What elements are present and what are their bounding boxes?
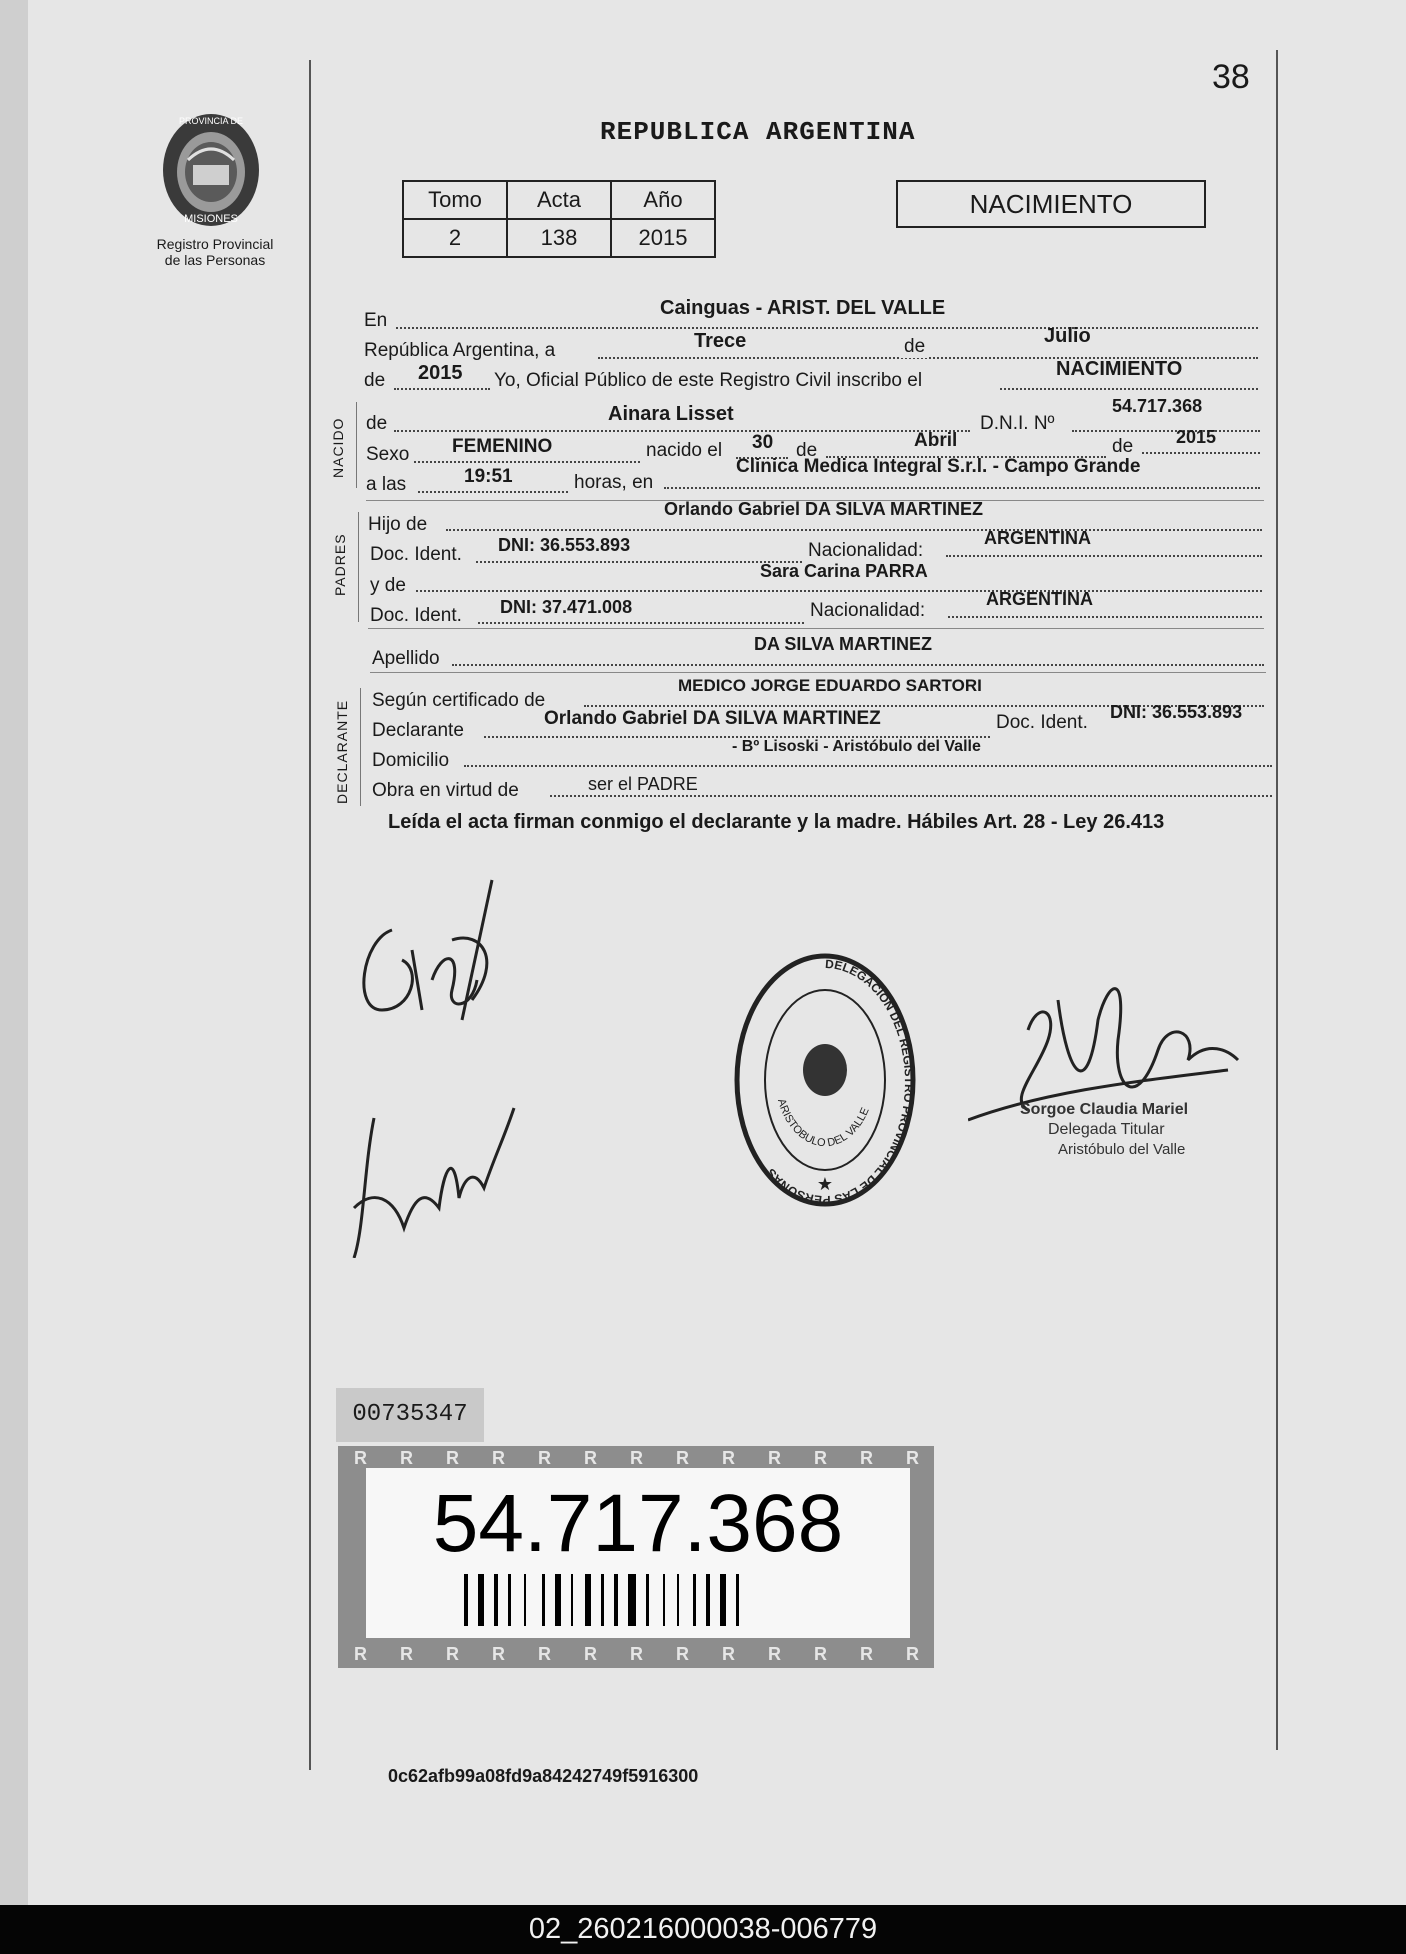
mother-doc-value: DNI: 37.471.008	[500, 597, 633, 617]
domicilio-label: Domicilio	[372, 750, 450, 771]
barcode-bar	[585, 1574, 591, 1626]
official-role: Delegada Titular	[1048, 1121, 1165, 1138]
mother-nationality-label: Nacionalidad:	[810, 600, 926, 621]
declarante-value: Orlando Gabriel DA SILVA MARTINEZ	[544, 708, 881, 729]
father-nationality-label: Nacionalidad:	[808, 540, 924, 561]
dni-label: D.N.I. Nº	[980, 413, 1055, 434]
birth-month-value: Abril	[914, 430, 958, 451]
record-table-header-ano: Año	[611, 181, 715, 219]
record-type-box: NACIMIENTO	[896, 180, 1206, 228]
sticker-pattern-letter: R	[354, 1448, 367, 1468]
registrar-text: Yo, Oficial Público de este Registro Civil inscribo el	[494, 370, 923, 391]
barcode-bar	[555, 1574, 561, 1626]
father-name-value: Orlando Gabriel DA SILVA MARTINEZ	[664, 499, 984, 519]
father-doc-label: Doc. Ident.	[370, 544, 462, 565]
crest-bottom-text: MISIONES	[184, 213, 238, 225]
declarante-doc-value: DNI: 36.553.893	[1110, 702, 1243, 722]
padres-section-label: PADRES	[332, 533, 348, 596]
nacido-el-label: nacido el	[646, 440, 723, 461]
birth-de-label-1: de	[796, 440, 818, 461]
registered-event-value: NACIMIENTO	[1056, 358, 1183, 380]
serial-number: 00735347	[336, 1388, 484, 1442]
page-number: 38	[1212, 58, 1250, 96]
barcode-bar	[663, 1574, 665, 1626]
barcode-bar	[614, 1574, 618, 1626]
father-nationality-dots	[946, 555, 1262, 557]
document-hash: 0c62afb99a08fd9a84242749f5916300	[388, 1766, 699, 1786]
year-value: 2015	[418, 362, 463, 384]
sticker-pattern-letter: R	[354, 1644, 367, 1664]
sticker-pattern-letter: R	[814, 1644, 827, 1664]
declarante-doc-label: Doc. Ident.	[996, 712, 1088, 733]
barcode-bar	[601, 1574, 604, 1626]
birth-place-value: Clinica Medica Integral S.r.l. - Campo Grande	[736, 456, 1141, 477]
dni-dots	[1072, 430, 1260, 432]
sexo-dots	[414, 461, 640, 463]
sexo-label: Sexo	[366, 444, 410, 465]
sticker-pattern-letter: R	[492, 1448, 505, 1468]
apellido-label: Apellido	[372, 648, 440, 669]
nacido-de-label: de	[366, 413, 388, 434]
official-office: Aristóbulo del Valle	[1058, 1141, 1186, 1158]
record-table-value-row	[403, 219, 715, 257]
nacido-sidebar-line	[356, 402, 357, 488]
mother-doc-dots	[478, 622, 804, 624]
birth-de-label-2: de	[1112, 436, 1134, 457]
barcode-bar	[542, 1574, 545, 1626]
year-de-label: de	[364, 370, 386, 391]
provincia-misiones-crest-icon	[158, 110, 264, 230]
month-value: Julio	[1044, 325, 1091, 347]
declarante-signature	[352, 870, 522, 1030]
declarante-label: Declarante	[372, 720, 464, 741]
barcode-bar	[508, 1574, 511, 1626]
sticker-pattern-letter: R	[722, 1448, 735, 1468]
time-dots	[418, 491, 568, 493]
registry-caption	[140, 236, 290, 268]
country-label: República Argentina, a	[364, 340, 556, 361]
sticker-pattern-letter: R	[630, 1644, 643, 1664]
sticker-pattern-letter: R	[860, 1448, 873, 1468]
svg-text:★: ★	[816, 1174, 834, 1195]
barcode-bar	[524, 1574, 526, 1626]
father-nationality-value: ARGENTINA	[984, 528, 1091, 548]
event-dots	[1000, 388, 1258, 390]
declarante-section-label: DECLARANTE	[334, 699, 350, 804]
record-table-tomo: 2	[403, 219, 507, 257]
barcode-bar	[720, 1574, 726, 1626]
dni-barcode	[464, 1574, 820, 1626]
father-doc-dots	[476, 561, 802, 563]
crest-top-text: PROVINCIA DE	[178, 116, 244, 126]
sticker-pattern-letter: R	[400, 1448, 413, 1468]
birth-day-value: 30	[752, 432, 774, 453]
left-margin-line	[309, 60, 311, 1770]
sticker-pattern-letter: R	[676, 1644, 689, 1664]
y-de-label: y de	[370, 575, 406, 596]
domicilio-dots	[464, 765, 1272, 767]
sticker-pattern-letter: R	[722, 1644, 735, 1664]
birth-year-dots	[1142, 452, 1260, 454]
document-title: REPUBLICA ARGENTINA	[600, 117, 916, 147]
barcode-bar	[494, 1574, 498, 1626]
birth-time-value: 19:51	[464, 466, 513, 487]
nacido-name-dots	[394, 430, 970, 432]
scan-id-bar: 02_260216000038-006779	[0, 1905, 1406, 1954]
sticker-pattern-letter: R	[492, 1644, 505, 1664]
barcode-bar	[571, 1574, 573, 1626]
domicilio-value: - Bº Lisoski - Aristóbulo del Valle	[732, 738, 981, 755]
apellido-value: DA SILVA MARTINEZ	[754, 634, 932, 654]
seal-inner-text: ARISTOBULO DEL VALLE	[775, 1097, 872, 1150]
certificado-label: Según certificado de	[372, 690, 546, 711]
obra-dots	[550, 795, 1272, 797]
barcode-bar	[628, 1574, 636, 1626]
barcode-bar	[706, 1574, 710, 1626]
declarante-sidebar-line	[360, 688, 361, 806]
seal-ring-text: DELEGACION DEL REGISTRO PROVINCIAL DE LAS PERSONAS	[763, 956, 916, 1208]
obra-label: Obra en virtud de	[372, 780, 519, 801]
padres-divider	[368, 628, 1264, 629]
mother-nationality-value: ARGENTINA	[986, 589, 1093, 609]
record-table-header-acta: Acta	[507, 181, 611, 219]
certificado-value: MEDICO JORGE EDUARDO SARTORI	[678, 676, 982, 695]
year-dots	[394, 388, 490, 390]
horas-en-label: horas, en	[574, 472, 654, 493]
sticker-pattern-letter: R	[906, 1644, 919, 1664]
sticker-pattern-letter: R	[814, 1448, 827, 1468]
sticker-dni-number: 54.717.368	[432, 1478, 844, 1569]
place-value: Cainguas - ARIST. DEL VALLE	[660, 297, 946, 319]
child-dni-value: 54.717.368	[1112, 396, 1203, 416]
registry-caption-line2: de las Personas	[164, 252, 266, 268]
page-edge-shadow	[0, 0, 28, 1905]
sticker-pattern-letter: R	[676, 1448, 689, 1468]
barcode-bar	[693, 1574, 696, 1626]
record-table-header-row	[403, 181, 715, 219]
sticker-pattern-letter: R	[446, 1448, 459, 1468]
registry-caption-line1: Registro Provincial	[156, 236, 274, 252]
sexo-value: FEMENINO	[452, 436, 553, 457]
sticker-pattern-letter: R	[446, 1644, 459, 1664]
mother-name-value: Sara Carina PARRA	[760, 561, 928, 581]
sticker-pattern-letter: R	[630, 1448, 643, 1468]
sticker-pattern-letter: R	[400, 1644, 413, 1664]
mother-nationality-dots	[948, 616, 1262, 618]
barcode-bar	[736, 1574, 739, 1626]
apellido-dots	[452, 664, 1264, 666]
birth-year-value: 2015	[1176, 427, 1217, 447]
day-words-value: Trece	[694, 330, 747, 352]
en-label: En	[364, 310, 388, 331]
en-dots	[396, 327, 1258, 329]
mother-signature	[344, 1078, 524, 1258]
sticker-pattern-letter: R	[906, 1448, 919, 1468]
child-name-value: Ainara Lisset	[608, 403, 734, 425]
mother-name-dots	[416, 590, 1262, 592]
mother-doc-label: Doc. Ident.	[370, 605, 462, 626]
sticker-pattern-letter: R	[584, 1448, 597, 1468]
official-name: Sorgoe Claudia Mariel	[1020, 1101, 1189, 1118]
padres-sidebar-line	[358, 512, 359, 622]
sticker-pattern-letter: R	[768, 1644, 781, 1664]
closing-text: Leída el acta firman conmigo el declarante y la madre. Hábiles Art. 28 - Ley 26.413	[388, 811, 1165, 833]
apellido-divider	[370, 672, 1266, 673]
registry-seal-stamp	[730, 950, 920, 1210]
obra-value: ser el PADRE	[588, 774, 698, 794]
de-label-1: de	[900, 336, 929, 358]
father-name-dots	[446, 529, 1262, 531]
right-margin-line	[1276, 50, 1278, 1750]
record-table-ano: 2015	[611, 219, 715, 257]
sticker-pattern-letter: R	[538, 1644, 551, 1664]
hijo-de-label: Hijo de	[368, 514, 428, 535]
official-block	[1020, 1100, 1188, 1160]
sticker-pattern-letter: R	[768, 1448, 781, 1468]
birth-place-dots	[664, 487, 1260, 489]
barcode-bar	[646, 1574, 649, 1626]
sticker-pattern-letter: R	[538, 1448, 551, 1468]
sticker-pattern-letter: R	[860, 1644, 873, 1664]
record-table-acta: 138	[507, 219, 611, 257]
barcode-bar	[478, 1574, 484, 1626]
barcode-bar	[464, 1574, 468, 1626]
record-table-header-tomo: Tomo	[403, 181, 507, 219]
record-table	[402, 180, 716, 258]
a-las-label: a las	[366, 474, 407, 495]
barcode-bar	[677, 1574, 679, 1626]
nacido-section-label: NACIDO	[330, 417, 346, 478]
sticker-pattern-letter: R	[584, 1644, 597, 1664]
father-doc-value: DNI: 36.553.893	[498, 535, 631, 555]
